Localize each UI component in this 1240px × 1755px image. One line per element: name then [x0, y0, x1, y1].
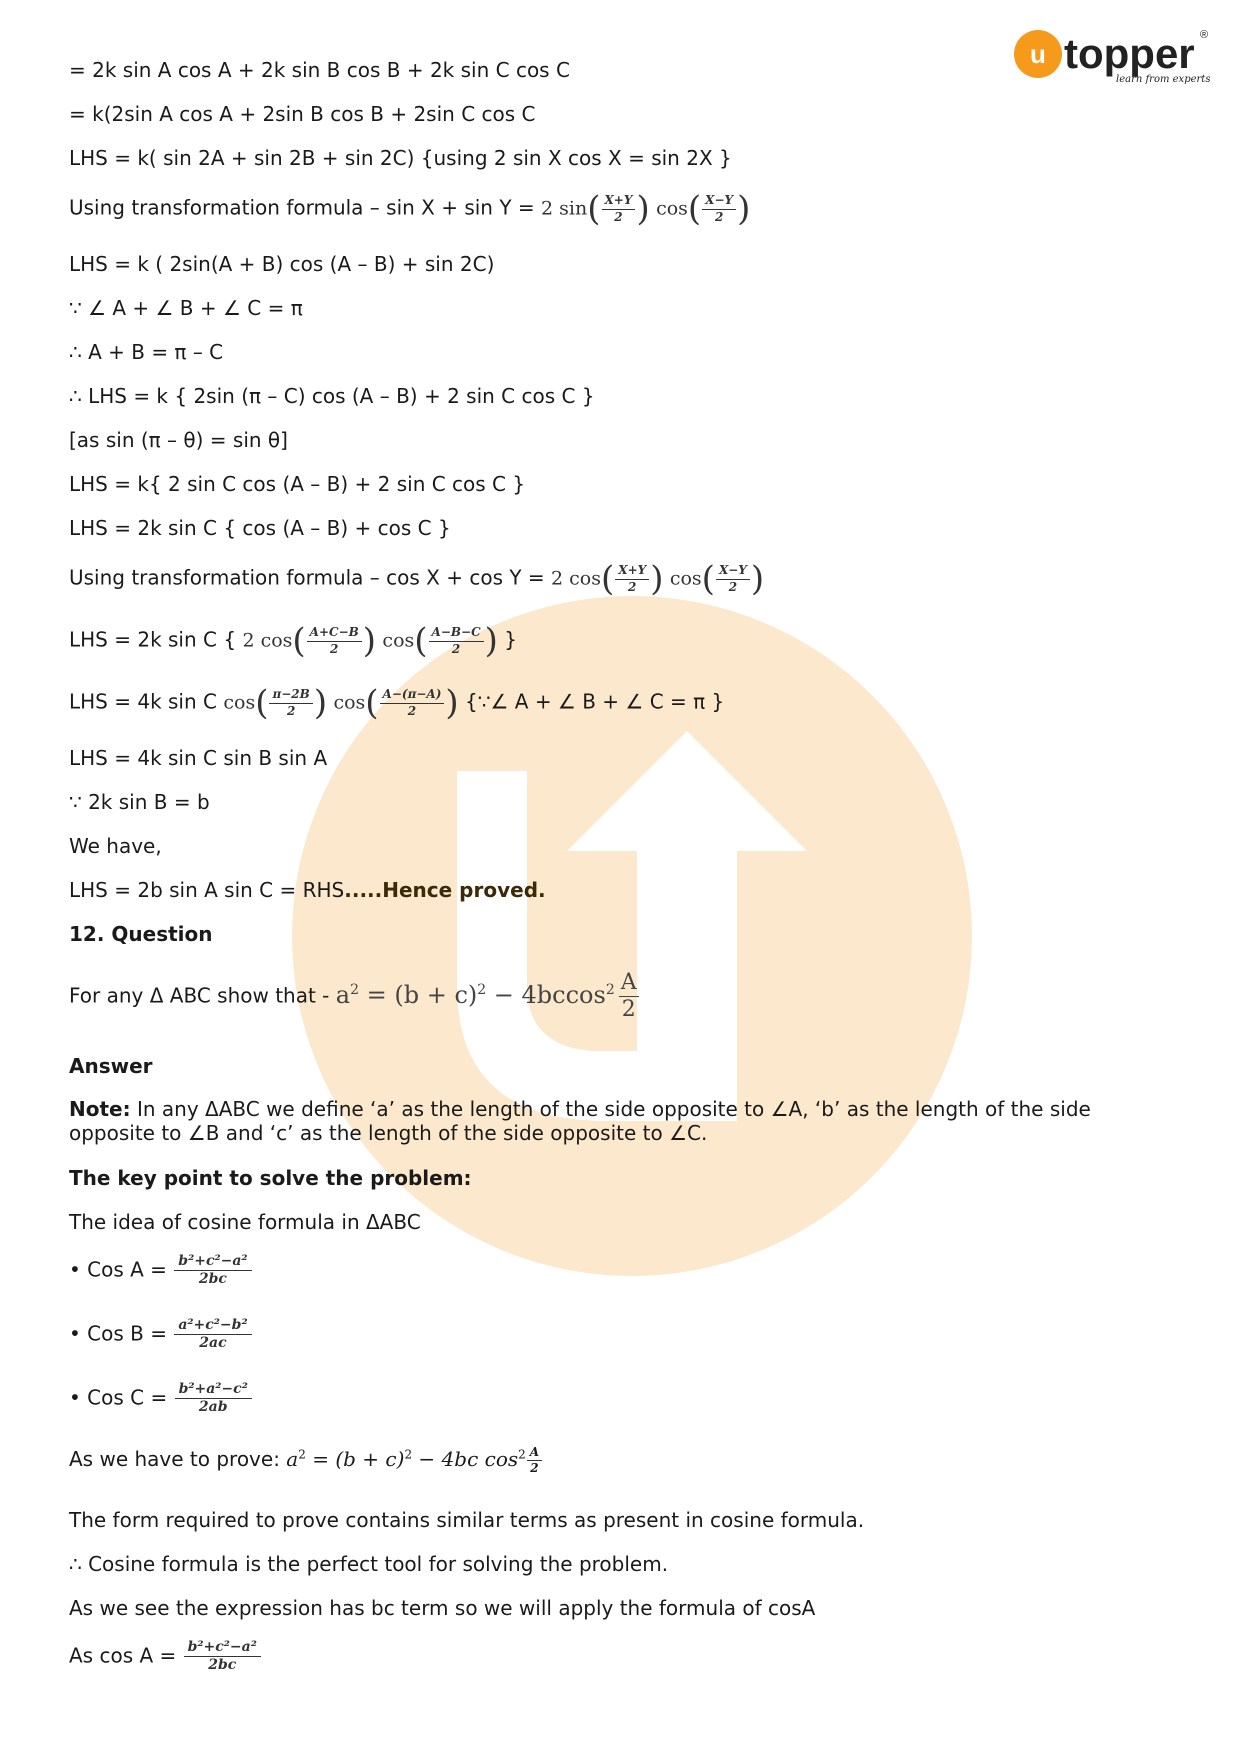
step-line-8: ∴ LHS = k { 2sin (π – C) cos (A – B) + 2 sin C cos C }	[69, 384, 595, 408]
step-line-1: = 2k sin A cos A + 2k sin B cos B + 2k sin C cos C	[69, 58, 570, 82]
to-prove-line	[69, 1446, 543, 1475]
apply-text: As we see the expression has bc term so we will apply the formula of cosA	[69, 1596, 816, 1620]
cosine-idea-text: The idea of cosine formula in ΔABC	[69, 1210, 421, 1234]
formula-fraction	[174, 1318, 251, 1352]
step-line-15: LHS = 4k sin C sin B sin A	[69, 746, 328, 770]
frac-num: A−(π−A)	[380, 688, 445, 703]
step-line-11: LHS = 2k sin C { cos (A – B) + cos C }	[69, 516, 451, 540]
to-prove-equation	[286, 1445, 543, 1476]
eq-term: a	[335, 981, 351, 1010]
note-label: Note:	[69, 1097, 131, 1121]
question-heading: 12. Question	[69, 922, 213, 946]
eq-fraction	[619, 970, 639, 1024]
hence-proved: .....Hence proved.	[344, 878, 546, 902]
eq-term: a	[286, 1447, 299, 1472]
fn-label: cos	[382, 629, 415, 652]
cos-c-formula	[69, 1382, 253, 1416]
formula-label: • Cos A =	[69, 1257, 174, 1282]
formula-label: • Cos C =	[69, 1385, 174, 1410]
frac-num: X−Y	[716, 564, 750, 579]
formula-intro: Using transformation formula – cos X + cos Y =	[69, 565, 552, 590]
fn-label: 2 sin	[541, 197, 588, 220]
formula-label: • Cos B =	[69, 1321, 174, 1346]
frac-den: 2	[407, 703, 417, 718]
cos-sum-formula: 2 cos( $\frac{X+Y}{2}$ ) cos( $\frac{X-Y}{2}$ )	[551, 559, 765, 599]
svg-text:learn from experts: learn from experts	[1116, 74, 1211, 85]
fn-label: cos	[333, 691, 366, 714]
step-line-17: We have,	[69, 834, 162, 858]
cos-product-expression: cos( $\frac{\pi-2B}{2}$ ) cos( $\frac{A-(\pi-A)}{2}$ )	[223, 683, 459, 723]
eq-exp: 2	[605, 982, 615, 999]
line-text: LHS = 4k sin C	[69, 689, 224, 714]
frac-den: 2	[728, 579, 738, 594]
eq-exp: 2	[477, 982, 487, 999]
frac-den: 2bc	[198, 1271, 227, 1288]
frac-den: 2	[621, 997, 636, 1023]
fn-label: 2 cos	[242, 629, 293, 652]
step-line-13	[69, 621, 518, 661]
question-equation	[335, 970, 639, 1023]
eq-term: = (b + c)	[358, 981, 478, 1010]
question-intro: For any Δ ABC show that -	[69, 983, 336, 1008]
eq-exp: 2	[518, 1447, 526, 1462]
frac-den: 2bc	[208, 1657, 237, 1674]
eq-term: − 4bccos	[486, 981, 606, 1010]
topper-logo-graphic	[1012, 26, 1212, 92]
note-paragraph	[69, 1097, 1109, 1145]
note-text: In any ΔABC we define ‘a’ as the length of the side opposite to ∠A, ‘b’ as the length of the side opposite to ∠B and ‘c’ as the length of the side opposite to ∠C.	[69, 1097, 1091, 1145]
frac-num: A	[619, 970, 639, 997]
line-text: LHS = 2k sin C {	[69, 627, 243, 652]
frac-num: X+Y	[615, 564, 649, 579]
frac-num: A+C−B	[307, 626, 362, 641]
conclusion-line	[69, 878, 546, 902]
frac-den: 2	[286, 703, 296, 718]
key-point-heading: The key point to solve the problem:	[69, 1166, 472, 1190]
frac-den: 2ac	[199, 1335, 227, 1352]
eq-term: = (b + c)	[305, 1447, 405, 1472]
frac-num: X+Y	[602, 194, 636, 209]
sum-to-product-sin-line	[69, 189, 751, 229]
step-line-2: = k(2sin A cos A + 2sin B cos B + 2sin C cos C	[69, 102, 536, 126]
frac-num: X−Y	[702, 194, 736, 209]
frac-num: a²+c²−b²	[174, 1318, 251, 1335]
frac-num: b²+c²−a²	[174, 1254, 251, 1271]
as-cos-a-formula	[69, 1640, 262, 1674]
step-line-16: ∵ 2k sin B = b	[69, 790, 210, 814]
cos-b-formula	[69, 1318, 253, 1352]
frac-den: 2	[530, 1461, 539, 1476]
step-line-5: LHS = k ( 2sin(A + B) cos (A – B) + sin 2C)	[69, 252, 495, 276]
answer-heading: Answer	[69, 1054, 153, 1078]
sin-sum-formula: 2 sin( $\frac{X+Y}{2}$ ) cos( $\frac{X-Y}{2}$ )	[541, 189, 751, 229]
frac-num: A	[527, 1446, 542, 1461]
eq-term: − 4bc cos	[412, 1447, 519, 1472]
eq-fraction	[527, 1446, 542, 1475]
therefore-text: ∴ Cosine formula is the perfect tool for solving the problem.	[69, 1552, 669, 1576]
line-end: }	[497, 627, 518, 652]
fn-label: 2 cos	[551, 567, 601, 590]
step-line-7: ∴ A + B = π – C	[69, 340, 224, 364]
eq-exp: 2	[298, 1447, 306, 1462]
frac-num: b²+a²−c²	[175, 1382, 252, 1399]
frac-den: 2	[451, 641, 461, 656]
formula-fraction	[175, 1382, 252, 1416]
step-line-14	[69, 683, 725, 723]
frac-num: A−B−C	[429, 626, 484, 641]
svg-text:®: ®	[1200, 29, 1209, 41]
line-end: {∵∠ A + ∠ B + ∠ C = π }	[458, 689, 725, 714]
question-text	[69, 970, 639, 1024]
formula-fraction	[184, 1640, 261, 1674]
fn-label: cos	[223, 691, 256, 714]
fn-label: cos	[669, 567, 702, 590]
sum-to-product-cos-line	[69, 559, 765, 599]
step-line-9: [as sin (π – θ) = sin θ]	[69, 428, 288, 452]
formula-label: As cos A =	[69, 1643, 183, 1668]
frac-den: 2	[614, 209, 623, 224]
eq-exp: 2	[404, 1447, 413, 1462]
cos-product-expression: 2 cos( $\frac{A+C-B}{2}$ ) cos( $\frac{A-B-C}{2}$ )	[242, 621, 498, 661]
formula-fraction	[174, 1254, 251, 1288]
eq-exp: 2	[350, 982, 359, 999]
frac-den: 2	[714, 209, 724, 224]
form-required-text: The form required to prove contains similar terms as present in cosine formula.	[69, 1508, 865, 1532]
conclusion-text: LHS = 2b sin A sin C = RHS	[69, 878, 345, 902]
formula-intro: Using transformation formula – sin X + sin Y =	[69, 195, 542, 220]
step-line-3: LHS = k( sin 2A + sin 2B + sin 2C) {using 2 sin X cos X = sin 2X }	[69, 146, 732, 170]
topper-logo[interactable]	[1012, 26, 1212, 92]
to-prove-text: As we have to prove:	[69, 1447, 287, 1472]
svg-text:topper: topper	[1064, 30, 1195, 77]
frac-num: π−2B	[269, 688, 312, 703]
fn-label: cos	[656, 197, 688, 220]
cos-a-formula	[69, 1254, 253, 1288]
frac-den: 2	[330, 641, 339, 656]
step-line-10: LHS = k{ 2 sin C cos (A – B) + 2 sin C cos C }	[69, 472, 526, 496]
frac-num: b²+c²−a²	[184, 1640, 261, 1657]
frac-den: 2ab	[198, 1399, 228, 1416]
svg-text:u: u	[1030, 39, 1046, 69]
frac-den: 2	[628, 579, 637, 594]
step-line-6: ∵ ∠ A + ∠ B + ∠ C = π	[69, 296, 303, 320]
